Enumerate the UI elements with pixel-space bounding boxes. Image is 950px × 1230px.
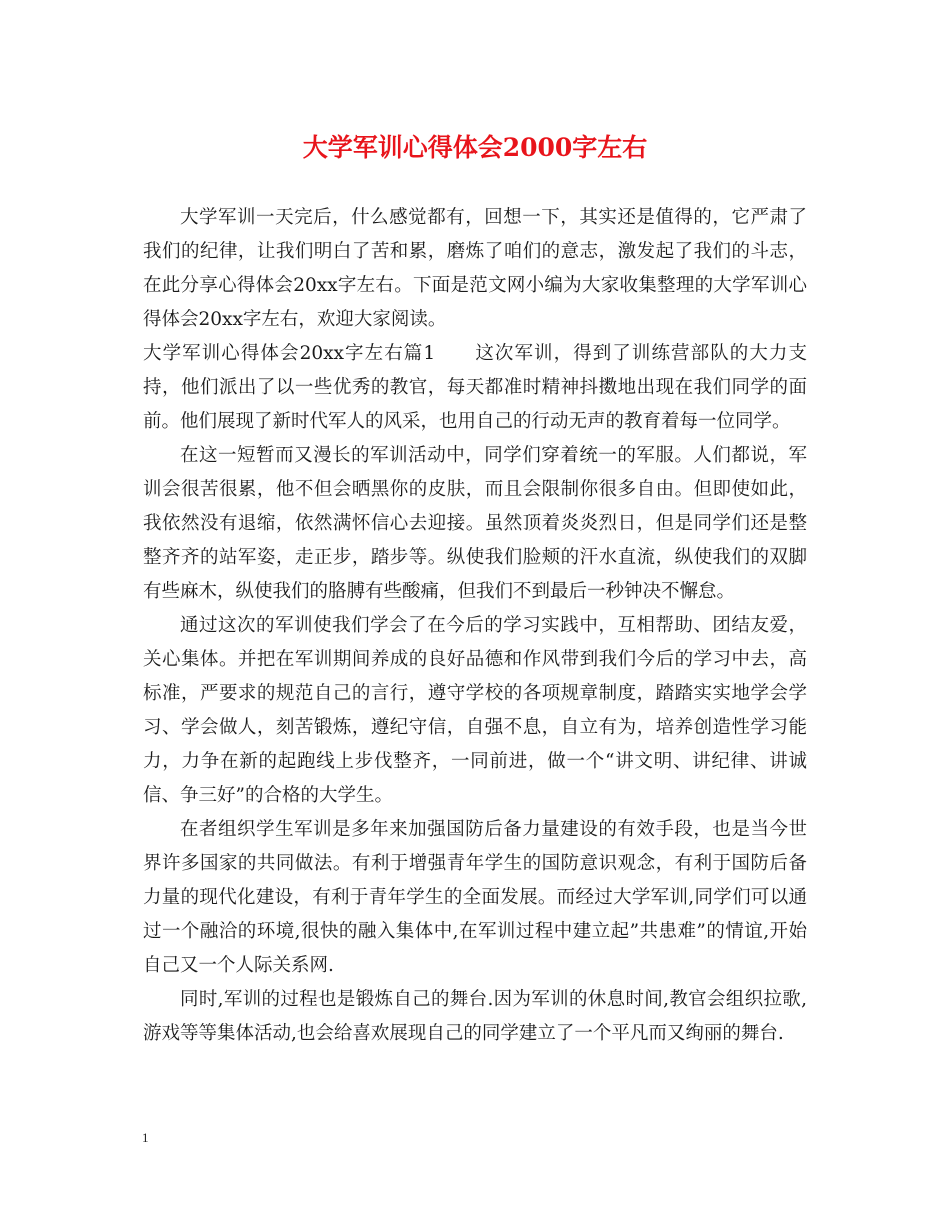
document-body bbox=[143, 201, 807, 1051]
page-number: 1 bbox=[142, 1130, 149, 1145]
document-title: 大学军训心得体会2000字左右 bbox=[302, 133, 648, 162]
paragraph-training: 在这一短暂而又漫长的军训活动中，同学们穿着统一的军服。人们都说，军训会很苦很累，他不但会晒黑你的皮肤，而且会限制你很多自由。但即使如此，我依然没有退缩，依然满怀信心去迎接。虽然顶着炎炎烈日，但是同学们还是整整齐齐的站军姿，走正步，踏步等。纵使我们脸颊的汗水直流，纵使我们的双脚有些麻木，纵使我们的胳膊有些酸痛，但我们不到最后一秒钟决不懈怠。 bbox=[143, 445, 807, 602]
paragraph-stage: 同时,军训的过程也是锻炼自己的舞台.因为军训的休息时间,教官会组织拉歌,游戏等等集体活动,也会给喜欢展现自己的同学建立了一个平凡而又绚丽的舞台. bbox=[143, 989, 807, 1044]
paragraph-national-defense: 在者组织学生军训是多年来加强国防后备力量建设的有效手段，也是当今世界许多国家的共同做法。有利于增强青年学生的国防意识观念，有利于国防后备力量的现代化建设，有利于青年学生的全面发展。而经过大学军训,同学们可以通过一个融洽的环境,很快的融入集体中,在军训过程中建立起”共患难”的情谊,开始自己又一个人际关系网. bbox=[143, 819, 807, 976]
paragraph-lessons: 通过这次的军训使我们学会了在今后的学习实践中，互相帮助、团结友爱，关心集体。并把在军训期间养成的良好品德和作风带到我们今后的学习中去，高标准，严要求的规范自己的言行，遵守学校的各项规章制度，踏踏实实地学会学习、学会做人，刻苦锻炼，遵纪守信，自强不息，自立有为，培养创造性学习能力，力争在新的起跑线上步伐整齐，一同前进，做一个“讲文明、讲纪律、讲诚信、争三好”的合格的大学生。 bbox=[143, 615, 807, 806]
paragraph-intro: 大学军训一天完后，什么感觉都有，回想一下，其实还是值得的，它严肃了我们的纪律，让我们明白了苦和累，磨炼了咱们的意志，激发起了我们的斗志，在此分享心得体会20xx字左右。下面是范文网小编为大家收集整理的大学军训心得体会20xx字左右，欢迎大家阅读。 bbox=[143, 207, 807, 330]
paragraph-section-1: 大学军训心得体会20xx字左右篇1 这次军训，得到了训练营部队的大力支持，他们派出了以一些优秀的教官，每天都准时精神抖擞地出现在我们同学的面前。他们展现了新时代军人的风采，也用自己的行动无声的教育着每一位同学。 bbox=[143, 343, 807, 432]
